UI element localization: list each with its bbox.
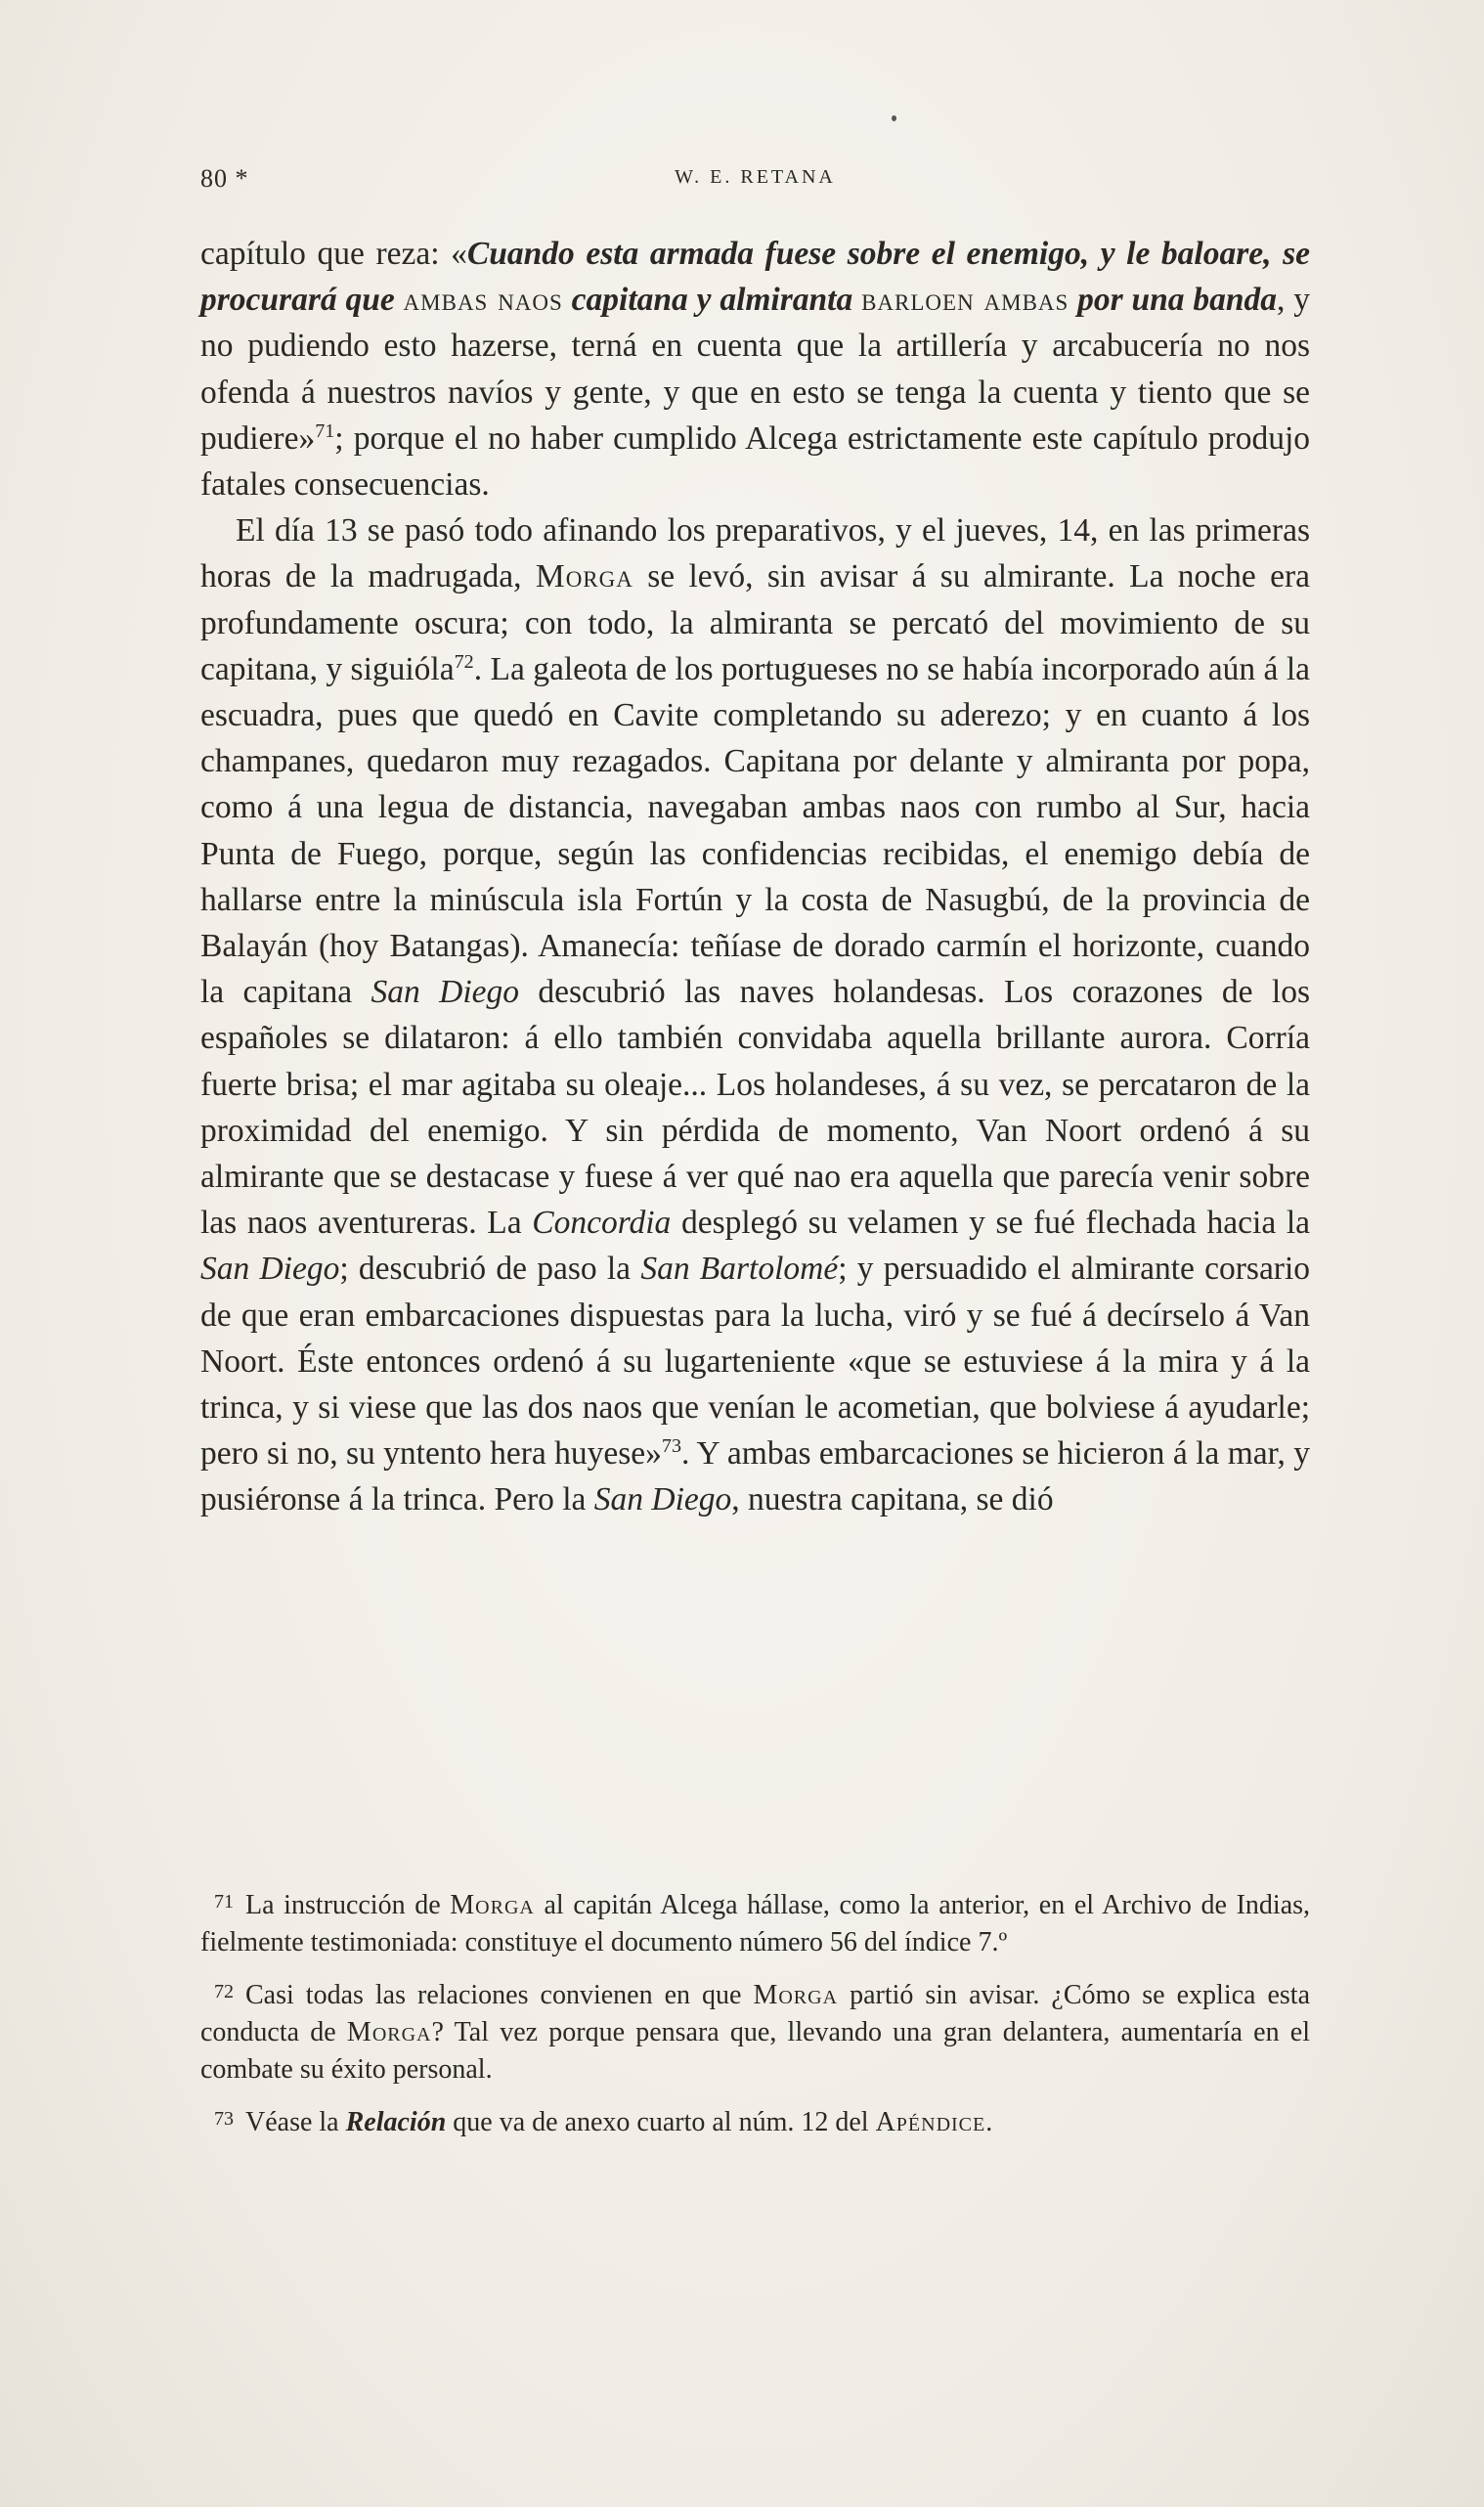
small-caps-run: ambas naos [403, 282, 563, 319]
small-caps-run: Morga [450, 1890, 535, 1920]
text-run: Véase la [245, 2107, 339, 2137]
text-run: desplegó su velamen y se fué flechada hacia la [680, 1205, 1311, 1242]
quote-italic: por una banda [1077, 282, 1278, 319]
text-run: Casi todas las relaciones convienen en que [245, 1980, 742, 2010]
text-run: . [985, 2107, 993, 2137]
footnote-number: 71 [214, 1891, 234, 1913]
ship-name: San Diego [200, 1251, 340, 1288]
text-run: al capitán Alcega hállase, como la anterior, en el Archivo de Indias, fielmente testimoniada: constituye el documento número 56 del índice 7.º [200, 1890, 1311, 1957]
footnote-ref: 73 [661, 1435, 682, 1458]
ship-name: San Diego [371, 974, 520, 1011]
text-run: se levó, sin avisar á su almirante. La noche era profundamente oscura; con todo, la almiranta se percató del movimiento de su capitana, y siguióla [200, 558, 1311, 687]
running-head [200, 164, 1310, 203]
text-run: partió sin avisar. ¿Cómo se explica esta conducta de [200, 1980, 1310, 2047]
text-run: ; porque el no haber cumplido Alcega estrictamente este capítulo produjo fatales consecuencias. [200, 419, 1310, 504]
running-head-author: W. E. RETANA [675, 166, 836, 188]
text-run: El día 13 se pasó todo afinando los preparativos, y el jueves, 14, en las primeras horas de la madrugada, [200, 512, 1310, 595]
footnotes [200, 1883, 1310, 2153]
text-run: . La galeota de los portugueses no se había incorporado aún á la escuadra, pues que quedó en Cavite completando su aderezo; y en cuanto á los champanes, quedaron muy rezagados. Capitana por delante y almiranta por popa, como á una legua de distancia, navegaban ambas naos con rumbo al Sur, hacia Punta de Fuego, porque, según las confidencias recibidas, el enemigo debía de hallarse entre la minúscula isla Fortún y la costa de Nasugbú, de la provincia de Balayán (hoy Batangas). Amanecía: teñíase de dorado carmín el horizonte, cuando la capitana [200, 650, 1311, 1011]
text-run: , y no pudiendo esto hazerse, terná en cuenta que la artillería y arcabucería no nos ofenda á nuestros navíos y gente, y que en esto se tenga la cuenta y tiento que se pudiere» [200, 282, 1310, 457]
footnote-ref: 71 [315, 419, 335, 442]
ship-name: San Bartolomé [640, 1251, 839, 1288]
small-caps-run: Morga [535, 558, 633, 595]
body-text [200, 231, 1310, 1523]
footnote-ref: 72 [454, 650, 474, 673]
text-run: capítulo que reza: « [200, 236, 467, 272]
small-caps-run: Apéndice [875, 2107, 986, 2137]
footnote-number: 72 [214, 1981, 234, 2002]
text-run: ; descubrió de paso la [339, 1251, 632, 1288]
quote-italic: capitana y almiranta [571, 282, 853, 319]
footnote-73 [200, 2100, 1310, 2141]
page-number: 80 * [200, 164, 249, 193]
text-run: La instrucción de [245, 1890, 441, 1920]
text-run: , nuestra capitana, se dió [731, 1481, 1054, 1518]
quote-italic: Cuando esta armada fuese sobre el enemigo, y le baloare, se procurará que [200, 236, 1310, 319]
paragraph-2 [200, 507, 1310, 1522]
footnote-number: 73 [214, 2108, 234, 2130]
text-run: ; y persuadido el almirante corsario de que eran embarcaciones dispuestas para la lucha, viró y se fué á decírselo á Van Noort. Éste entonces ordenó á su lugarteniente «que se estuviese á la mira y á la trinca, y si viese que las dos naos que venían le acometian, que bolviese á ayudarle; pero si no, su yntento hera huyese» [200, 1251, 1311, 1473]
text-run: que va de anexo cuarto al núm. 12 del [453, 2107, 869, 2137]
footnote-72 [200, 1973, 1310, 2089]
ship-name: Concordia [532, 1205, 672, 1242]
text-run: . Y ambas embarcaciones se hicieron á la mar, y pusiéronse á la trinca. Pero la [200, 1435, 1310, 1518]
ink-speck [892, 115, 896, 121]
footnote-71 [200, 1883, 1310, 1961]
ship-name: San Diego [593, 1481, 732, 1518]
small-caps-run: barloen ambas [861, 282, 1069, 319]
paragraph-1 [200, 231, 1310, 507]
text-run: ? Tal vez porque pensara que, llevando una gran delantera, aumentaría en el combate su éxito personal. [200, 2017, 1311, 2085]
document-title: Relación [345, 2107, 447, 2137]
small-caps-run: Morga [753, 1980, 839, 2010]
small-caps-run: Morga [346, 2017, 432, 2047]
text-run: descubrió las naves holandesas. Los corazones de los españoles se dilataron: á ello también convidaba aquella brillante aurora. Corría fuerte brisa; el mar agitaba su oleaje... Los holandeses, á su vez, se percataron de la proximidad del enemigo. Y sin pérdida de momento, Van Noort ordenó á su almirante que se destacase y fuese á ver qué nao era aquella que parecía venir sobre las naos aventureras. La [200, 974, 1310, 1242]
